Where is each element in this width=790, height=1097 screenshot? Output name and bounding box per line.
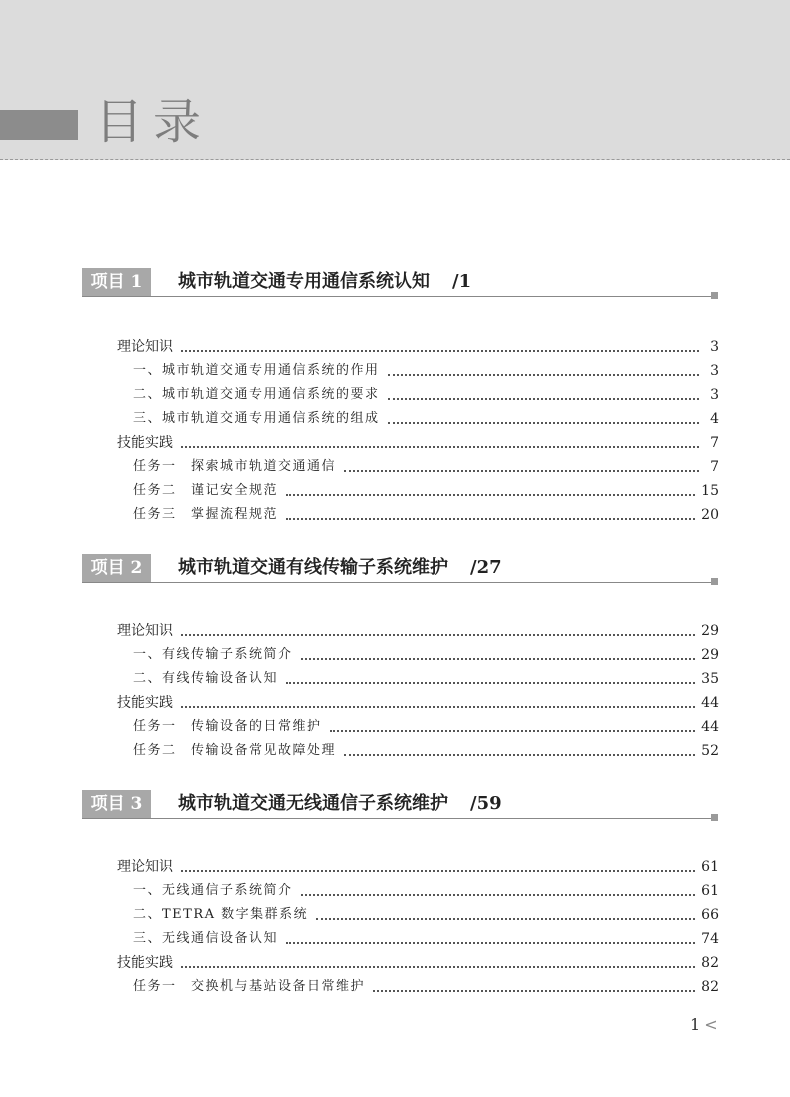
toc-entry-page: 44 bbox=[701, 695, 719, 711]
toc-entry[interactable] bbox=[133, 479, 719, 501]
toc-entry-label: 任务二 谨记安全规范 bbox=[133, 483, 279, 498]
toc-leader bbox=[181, 870, 695, 872]
toc-entry-label: 技能实践 bbox=[117, 955, 173, 971]
chevron-left-icon: < bbox=[704, 1015, 718, 1034]
toc-entry-label: 一、无线通信子系统简介 bbox=[133, 883, 293, 898]
project-title-text: 城市轨道交通专用通信系统认知 bbox=[178, 271, 430, 292]
toc-entry-page: 74 bbox=[701, 931, 719, 947]
toc-entry-label: 理论知识 bbox=[117, 339, 173, 355]
toc-entry[interactable] bbox=[133, 383, 719, 405]
toc-leader bbox=[388, 374, 699, 376]
toc-entry-page: 7 bbox=[710, 435, 719, 451]
project-page: /27 bbox=[470, 557, 502, 578]
toc-entry-page: 29 bbox=[701, 623, 719, 639]
page-title: 目录 bbox=[95, 94, 212, 150]
toc-leader bbox=[286, 682, 695, 684]
header-accent-bar bbox=[0, 110, 78, 140]
toc-entry[interactable] bbox=[133, 667, 719, 689]
project-label: 项目 1 bbox=[82, 268, 151, 296]
project-title-text: 城市轨道交通有线传输子系统维护 bbox=[178, 557, 448, 578]
toc-entry[interactable] bbox=[117, 335, 719, 357]
toc-entry[interactable] bbox=[133, 739, 719, 761]
page-number: 1 bbox=[690, 1015, 701, 1034]
project-heading-3 bbox=[82, 790, 718, 824]
toc-entry-label: 任务三 掌握流程规范 bbox=[133, 507, 279, 522]
toc-entry[interactable] bbox=[117, 951, 719, 973]
project-label: 项目 2 bbox=[82, 554, 151, 582]
toc-entry-page: 61 bbox=[701, 859, 719, 875]
project-title bbox=[178, 268, 471, 296]
toc-entry-page: 7 bbox=[710, 459, 719, 475]
toc-leader bbox=[388, 422, 699, 424]
project-title bbox=[178, 554, 502, 582]
toc-leader bbox=[181, 446, 699, 448]
heading-rule bbox=[82, 582, 711, 583]
toc-leader bbox=[301, 894, 696, 896]
toc-entry-label: 任务一 传输设备的日常维护 bbox=[133, 719, 322, 734]
toc-entry-label: 理论知识 bbox=[117, 623, 173, 639]
toc-entry[interactable] bbox=[133, 975, 719, 997]
heading-rule bbox=[82, 818, 711, 819]
header-divider bbox=[0, 159, 790, 160]
project-heading-1 bbox=[82, 268, 718, 302]
toc-entry-page: 82 bbox=[701, 979, 719, 995]
toc-entry-page: 3 bbox=[710, 363, 719, 379]
toc-entry[interactable] bbox=[117, 431, 719, 453]
toc-leader bbox=[301, 658, 696, 660]
toc-leader bbox=[286, 518, 695, 520]
toc-leader bbox=[286, 494, 695, 496]
toc-entry[interactable] bbox=[133, 643, 719, 665]
toc-entry-page: 29 bbox=[701, 647, 719, 663]
toc-entry-label: 理论知识 bbox=[117, 859, 173, 875]
toc-entry-page: 61 bbox=[701, 883, 719, 899]
toc-entry[interactable] bbox=[133, 879, 719, 901]
toc-entry-label: 二、TETRA 数字集群系统 bbox=[133, 907, 309, 922]
toc-entry-label: 技能实践 bbox=[117, 695, 173, 711]
toc-entry[interactable] bbox=[133, 359, 719, 381]
toc-entry-label: 任务二 传输设备常见故障处理 bbox=[133, 743, 337, 758]
toc-entry-label: 任务一 探索城市轨道交通通信 bbox=[133, 459, 337, 474]
toc-entry-label: 三、城市轨道交通专用通信系统的组成 bbox=[133, 411, 380, 426]
toc-entry[interactable] bbox=[133, 715, 719, 737]
project-title-text: 城市轨道交通无线通信子系统维护 bbox=[178, 793, 448, 814]
toc-entry[interactable] bbox=[133, 407, 719, 429]
toc-entry-page: 82 bbox=[701, 955, 719, 971]
toc-leader bbox=[286, 942, 695, 944]
toc-leader bbox=[181, 350, 699, 352]
toc-entry-label: 一、城市轨道交通专用通信系统的作用 bbox=[133, 363, 380, 378]
toc-entry-page: 15 bbox=[701, 483, 719, 499]
toc-entry[interactable] bbox=[133, 455, 719, 477]
toc-leader bbox=[316, 918, 695, 920]
toc-entry-page: 35 bbox=[701, 671, 719, 687]
toc-leader bbox=[373, 990, 695, 992]
toc-entry-page: 44 bbox=[701, 719, 719, 735]
toc-leader bbox=[330, 730, 696, 732]
heading-square bbox=[711, 578, 718, 585]
project-page: /59 bbox=[470, 793, 502, 814]
toc-leader bbox=[181, 966, 695, 968]
toc-entry-page: 20 bbox=[701, 507, 719, 523]
heading-rule bbox=[82, 296, 711, 297]
page-folio bbox=[690, 1015, 718, 1034]
heading-square bbox=[711, 292, 718, 299]
project-title bbox=[178, 790, 502, 818]
toc-entry-page: 3 bbox=[710, 387, 719, 403]
project-page: /1 bbox=[452, 271, 472, 292]
toc-entry[interactable] bbox=[117, 855, 719, 877]
toc-entry-label: 三、无线通信设备认知 bbox=[133, 931, 279, 946]
toc-entry-page: 66 bbox=[701, 907, 719, 923]
toc-leader bbox=[181, 706, 695, 708]
toc-entry-page: 4 bbox=[710, 411, 719, 427]
toc-leader bbox=[344, 470, 699, 472]
toc-leader bbox=[344, 754, 695, 756]
toc-entry-label: 任务一 交换机与基站设备日常维护 bbox=[133, 979, 366, 994]
toc-leader bbox=[181, 634, 695, 636]
toc-entry[interactable] bbox=[117, 691, 719, 713]
toc-entry[interactable] bbox=[117, 619, 719, 641]
toc-entry-label: 二、有线传输设备认知 bbox=[133, 671, 279, 686]
toc-entry-label: 技能实践 bbox=[117, 435, 173, 451]
toc-entry-page: 52 bbox=[701, 743, 719, 759]
toc-entry[interactable] bbox=[133, 503, 719, 525]
toc-leader bbox=[388, 398, 699, 400]
toc-entry-label: 一、有线传输子系统简介 bbox=[133, 647, 293, 662]
heading-square bbox=[711, 814, 718, 821]
toc-entry-page: 3 bbox=[710, 339, 719, 355]
toc-entry-label: 二、城市轨道交通专用通信系统的要求 bbox=[133, 387, 380, 402]
project-label: 项目 3 bbox=[82, 790, 151, 818]
toc-entry[interactable] bbox=[133, 927, 719, 949]
project-heading-2 bbox=[82, 554, 718, 588]
toc-entry[interactable] bbox=[133, 903, 719, 925]
